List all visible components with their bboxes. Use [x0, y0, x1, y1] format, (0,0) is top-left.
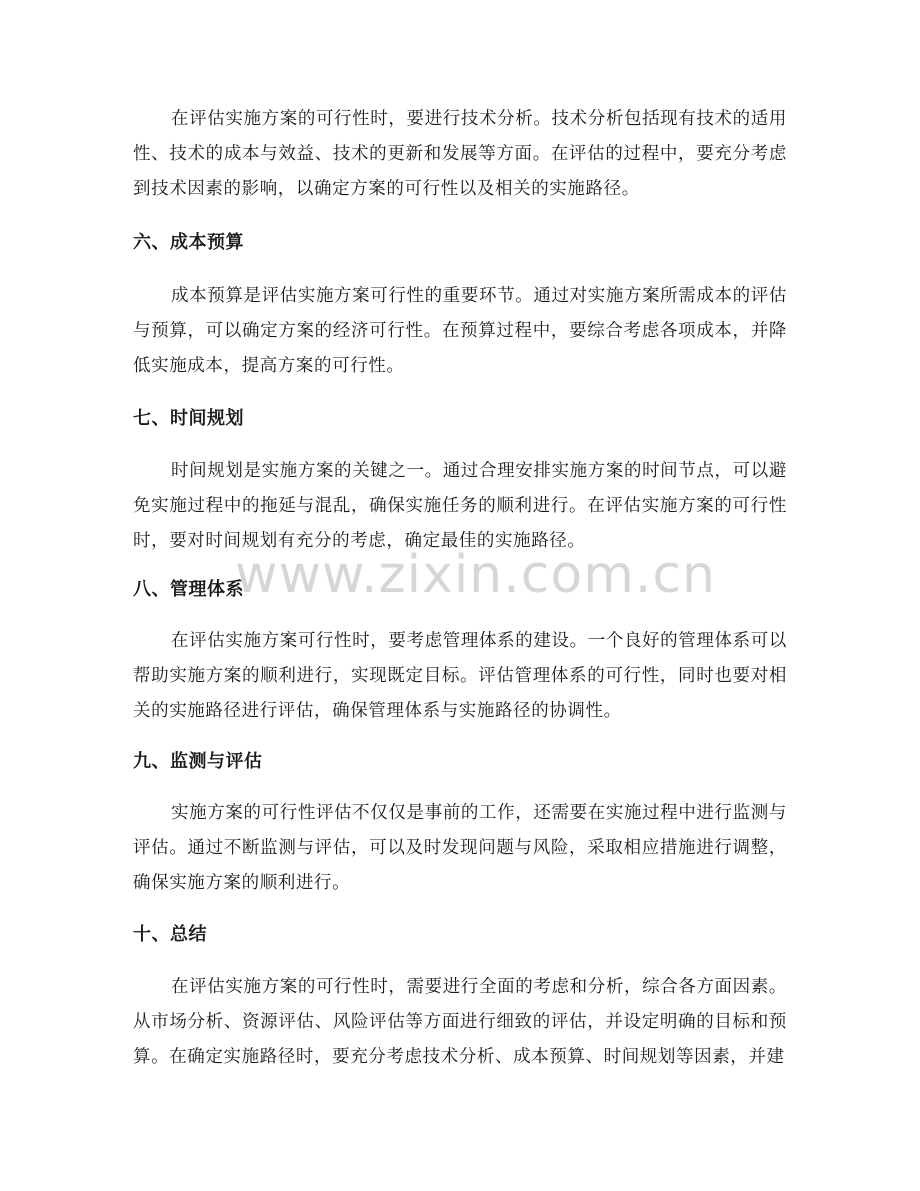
paragraph-management-system: 在评估实施方案可行性时，要考虑管理体系的建设。一个良好的管理体系可以帮助实施方案的顺利进行，实现既定目标。评估管理体系的可行性，同时也要对相关的实施路径进行评估，确保管理体系与实施路径的协调性。 [133, 631, 787, 721]
heading-management-system: 八、管理体系 [133, 579, 244, 600]
paragraph-technical-analysis: 在评估实施方案的可行性时，要进行技术分析。技术分析包括现有技术的适用性、技术的成本与效益、技术的更新和发展等方面。在评估的过程中，要充分考虑到技术因素的影响，以确定方案的可行性以及相关的实施路径。 [133, 109, 787, 199]
heading-summary: 十、总结 [133, 924, 207, 945]
paragraph-monitoring-evaluation: 实施方案的可行性评估不仅仅是事前的工作，还需要在实施过程中进行监测与评估。通过不断监测与评估，可以及时发现问题与风险，采取相应措施进行调整，确保实施方案的顺利进行。 [133, 803, 787, 893]
paragraph-time-planning: 时间规划是实施方案的关键之一。通过合理安排实施方案的时间节点，可以避免实施过程中的拖延与混乱，确保实施任务的顺利进行。在评估实施方案的可行性时，要对时间规划有充分的考虑，确定最佳的实施路径。 [133, 461, 787, 551]
heading-time-planning: 七、时间规划 [133, 408, 244, 429]
paragraph-cost-budget: 成本预算是评估实施方案可行性的重要环节。通过对实施方案所需成本的评估与预算，可以确定方案的经济可行性。在预算过程中，要综合考虑各项成本，并降低实施成本，提高方案的可行性。 [133, 286, 787, 376]
heading-cost-budget: 六、成本预算 [133, 232, 244, 253]
paragraph-summary: 在评估实施方案的可行性时，需要进行全面的考虑和分析，综合各方面因素。从市场分析、资源评估、风险评估等方面进行细致的评估，并设定明确的目标和预算。在确定实施路径时，要充分考虑技术分析、成本预算、时间规划等因素，并建 [133, 977, 787, 1067]
watermark-text: www.zixin.com.cn [235, 545, 716, 605]
heading-monitoring-evaluation: 九、监测与评估 [133, 751, 263, 772]
